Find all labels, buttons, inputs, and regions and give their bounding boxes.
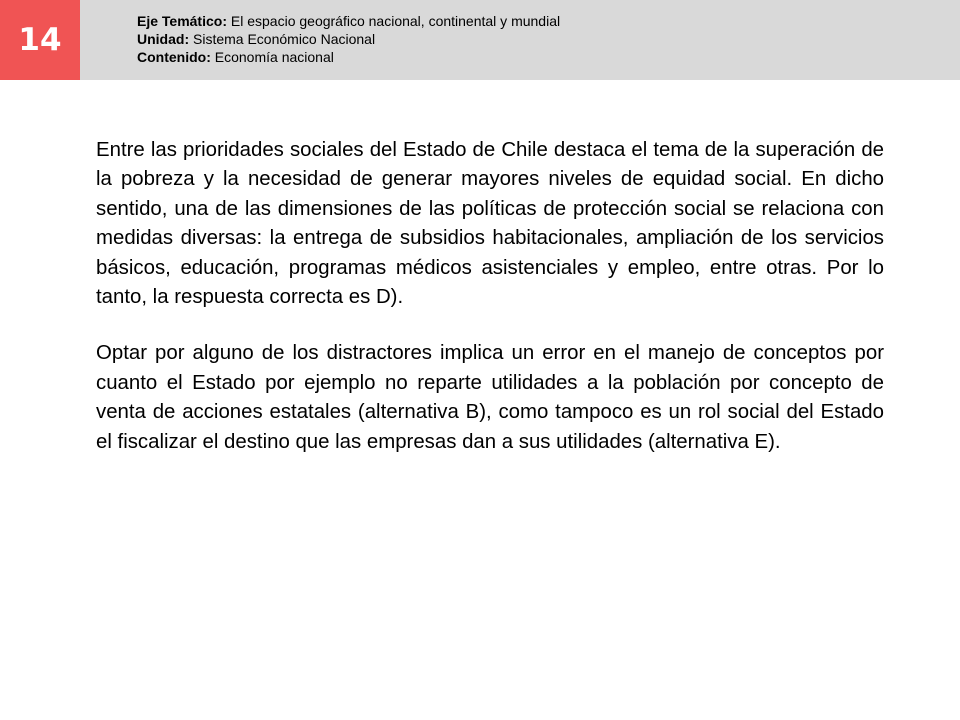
answer-explanation xyxy=(96,136,884,457)
question-number-badge: 14 xyxy=(0,0,80,80)
unidad-label: Unidad: xyxy=(137,31,190,47)
contenido-line xyxy=(137,48,560,66)
eje-tematico-value: El espacio geográfico nacional, continental y mundial xyxy=(230,13,561,29)
unidad-line xyxy=(137,30,560,48)
eje-tematico-line xyxy=(137,12,560,30)
explanation-paragraph-2: Optar por alguno de los distractores implica un error en el manejo de conceptos por cuanto el Estado por ejemplo no reparte utilidades a la población por concepto de venta de acciones estatales (alternativa B), como tampoco es un rol social del Estado el fiscalizar el destino que las empresas dan a sus utilidades (alternativa E). xyxy=(96,342,884,453)
header-bar xyxy=(0,0,960,80)
contenido-label: Contenido: xyxy=(137,49,211,65)
header-meta xyxy=(137,12,560,66)
contenido-value: Economía nacional xyxy=(214,49,334,65)
explanation-paragraph-1: Entre las prioridades sociales del Estado de Chile destaca el tema de la superación de la pobreza y la necesidad de generar mayores niveles de equidad social. En dicho sentido, una de las dimensiones de las políticas de protección social se relaciona con medidas diversas: la entrega de subsidios habitacionales, ampliación de los servicios básicos, educación, programas médicos asistenciales y empleo, entre otras. Por lo tanto, la respuesta correcta es D). xyxy=(96,139,884,309)
eje-tematico-label: Eje Temático: xyxy=(137,13,227,29)
unidad-value: Sistema Económico Nacional xyxy=(193,31,376,47)
